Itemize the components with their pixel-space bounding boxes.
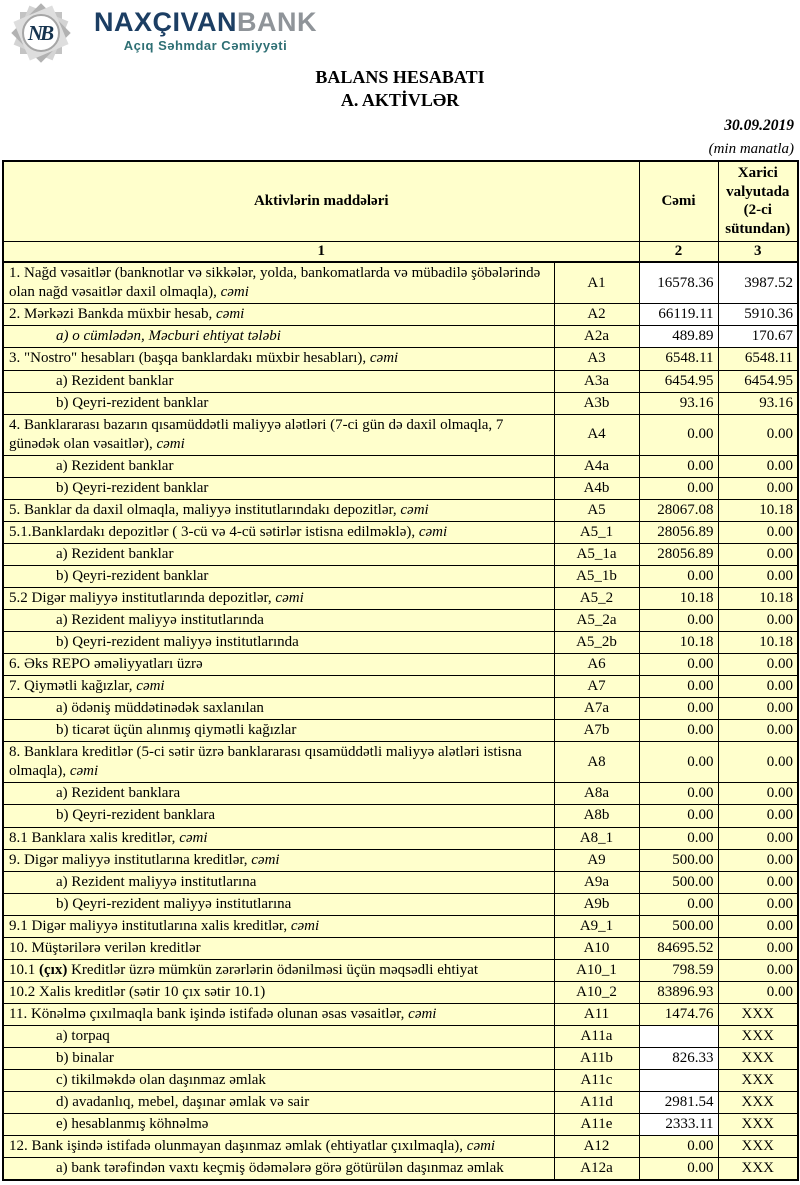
- value-total: 0.00: [639, 720, 718, 742]
- item-code: A8b: [554, 805, 639, 827]
- table-row: [3, 827, 798, 849]
- table-row: [3, 871, 798, 893]
- item-label: 9. Digər maliyyə institutlarına kreditlər, cəmi: [3, 849, 554, 871]
- value-fx: 10.18: [718, 587, 798, 609]
- item-label: b) Qeyri-rezident banklar: [3, 565, 554, 587]
- value-total: 16578.36: [639, 262, 718, 304]
- item-code: A12: [554, 1136, 639, 1158]
- value-total: [639, 1025, 718, 1047]
- item-label: b) Qeyri-rezident banklara: [3, 805, 554, 827]
- value-total: 826.33: [639, 1047, 718, 1069]
- value-total: 66119.11: [639, 304, 718, 326]
- table-row: [3, 610, 798, 632]
- item-label: b) ticarət üçün alınmış qiymətli kağızlar: [3, 720, 554, 742]
- item-label: 12. Bank işində istifadə olunmayan daşınmaz əmlak (ehtiyatlar çıxılmaqla), cəmi: [3, 1136, 554, 1158]
- table-row: [3, 565, 798, 587]
- item-code: A8_1: [554, 827, 639, 849]
- item-label: 4. Banklararası bazarın qısamüddətli maliyyə alətləri (7-ci gün də daxil olmaqla, 7 günədək olan vəsaitlər), cəmi: [3, 414, 554, 455]
- value-total: 0.00: [639, 783, 718, 805]
- value-fx: XXX: [718, 1047, 798, 1069]
- item-code: A7b: [554, 720, 639, 742]
- value-total: 6454.95: [639, 370, 718, 392]
- item-code: A5_1: [554, 521, 639, 543]
- table-row: [3, 849, 798, 871]
- table-row: [3, 893, 798, 915]
- value-total: 0.00: [639, 610, 718, 632]
- item-code: A5_1b: [554, 565, 639, 587]
- item-label: 9.1 Digər maliyyə institutlarına xalis kreditlər, cəmi: [3, 915, 554, 937]
- table-row: [3, 805, 798, 827]
- value-total: 0.00: [639, 827, 718, 849]
- item-code: A9: [554, 849, 639, 871]
- table-row: [3, 654, 798, 676]
- bank-brand-header: [0, 0, 800, 64]
- value-total: 6548.11: [639, 348, 718, 370]
- value-fx: XXX: [718, 1114, 798, 1136]
- value-fx: 0.00: [718, 915, 798, 937]
- item-label: 11. Könəlmə çıxılmaqla bank işində istifadə olunan əsas vəsaitlər, cəmi: [3, 1003, 554, 1025]
- item-code: A7a: [554, 698, 639, 720]
- table-row: [3, 1158, 798, 1181]
- item-label: 5.2 Digər maliyyə institutlarında depozitlər, cəmi: [3, 587, 554, 609]
- item-label: 10.2 Xalis kreditlər (sətir 10 çıx sətir 10.1): [3, 981, 554, 1003]
- value-total: 500.00: [639, 915, 718, 937]
- item-label: 3. "Nostro" hesabları (başqa banklardakı müxbir hesabları), cəmi: [3, 348, 554, 370]
- value-fx: 0.00: [718, 610, 798, 632]
- table-row: [3, 392, 798, 414]
- value-fx: 0.00: [718, 521, 798, 543]
- value-fx: XXX: [718, 1092, 798, 1114]
- report-title-block: [0, 66, 800, 113]
- table-header-row: [3, 161, 798, 242]
- value-total: 1474.76: [639, 1003, 718, 1025]
- col-number-3: 3: [718, 241, 798, 262]
- table-row: [3, 455, 798, 477]
- item-label: b) binalar: [3, 1047, 554, 1069]
- table-row: [3, 370, 798, 392]
- item-code: A10_2: [554, 981, 639, 1003]
- item-code: A9a: [554, 871, 639, 893]
- table-row: [3, 720, 798, 742]
- item-code: A2a: [554, 326, 639, 348]
- col-number-1: 1: [3, 241, 639, 262]
- item-code: A12a: [554, 1158, 639, 1181]
- table-row: [3, 262, 798, 304]
- bank-name-primary: NAXÇIVAN: [94, 7, 238, 37]
- item-code: A4a: [554, 455, 639, 477]
- bank-name-secondary: BANK: [237, 7, 318, 37]
- item-code: A3: [554, 348, 639, 370]
- item-code: A9_1: [554, 915, 639, 937]
- unit-note: (min manatla): [708, 140, 794, 157]
- item-label: b) Qeyri-rezident maliyyə institutlarında: [3, 632, 554, 654]
- table-row: [3, 1070, 798, 1092]
- value-fx: XXX: [718, 1158, 798, 1181]
- value-total: 2333.11: [639, 1114, 718, 1136]
- value-fx: 170.67: [718, 326, 798, 348]
- bank-gear-logo-icon: [10, 3, 72, 63]
- value-fx: 0.00: [718, 698, 798, 720]
- value-total: 28056.89: [639, 521, 718, 543]
- item-code: A5: [554, 499, 639, 521]
- item-label: 1. Nağd vəsaitlər (banknotlar və sikkələr, yolda, bankomatlarda və mübadilə şöbələrində olan nağd vəsaitlər daxil olmaqla), cəmi: [3, 262, 554, 304]
- value-fx: 0.00: [718, 981, 798, 1003]
- item-label: 2. Mərkəzi Bankda müxbir hesab, cəmi: [3, 304, 554, 326]
- item-label: a) Rezident maliyyə institutlarında: [3, 610, 554, 632]
- item-code: A3b: [554, 392, 639, 414]
- report-meta: [0, 117, 800, 158]
- value-fx: 0.00: [718, 477, 798, 499]
- item-code: A6: [554, 654, 639, 676]
- table-row: [3, 521, 798, 543]
- item-label: a) Rezident banklar: [3, 543, 554, 565]
- item-code: A5_2: [554, 587, 639, 609]
- item-code: A8: [554, 742, 639, 783]
- table-row: [3, 959, 798, 981]
- item-label: a) Rezident banklar: [3, 370, 554, 392]
- col-header-items: Aktivlərin maddələri: [3, 161, 639, 242]
- value-fx: XXX: [718, 1003, 798, 1025]
- table-row: [3, 676, 798, 698]
- item-code: A7: [554, 676, 639, 698]
- value-fx: 0.00: [718, 455, 798, 477]
- item-label: b) Qeyri-rezident banklar: [3, 477, 554, 499]
- item-label: d) avadanlıq, mebel, daşınar əmlak və sair: [3, 1092, 554, 1114]
- value-fx: 0.00: [718, 805, 798, 827]
- value-fx: 6548.11: [718, 348, 798, 370]
- value-fx: 0.00: [718, 720, 798, 742]
- table-row: [3, 981, 798, 1003]
- value-fx: 0.00: [718, 849, 798, 871]
- value-total: 0.00: [639, 1158, 718, 1181]
- item-code: A3a: [554, 370, 639, 392]
- item-code: A10: [554, 937, 639, 959]
- item-code: A8a: [554, 783, 639, 805]
- value-fx: XXX: [718, 1070, 798, 1092]
- value-total: 93.16: [639, 392, 718, 414]
- table-row: [3, 1136, 798, 1158]
- item-code: A10_1: [554, 959, 639, 981]
- item-code: A1: [554, 262, 639, 304]
- value-total: 10.18: [639, 587, 718, 609]
- item-label: b) Qeyri-rezident maliyyə institutlarına: [3, 893, 554, 915]
- table-row: [3, 742, 798, 783]
- col-header-fx: Xarici valyutada (2-ci sütundan): [718, 161, 798, 242]
- item-label: a) Rezident banklara: [3, 783, 554, 805]
- value-fx: 0.00: [718, 893, 798, 915]
- value-fx: XXX: [718, 1136, 798, 1158]
- value-fx: 0.00: [718, 676, 798, 698]
- value-fx: 0.00: [718, 742, 798, 783]
- value-fx: 3987.52: [718, 262, 798, 304]
- table-row: [3, 477, 798, 499]
- value-total: 0.00: [639, 1136, 718, 1158]
- assets-table: [2, 160, 799, 1181]
- item-code: A5_2a: [554, 610, 639, 632]
- value-fx: 0.00: [718, 871, 798, 893]
- value-total: 489.89: [639, 326, 718, 348]
- logo-monogram: NB: [27, 20, 52, 45]
- item-label: a) o cümlədən, Məcburi ehtiyat tələbi: [3, 326, 554, 348]
- table-row: [3, 499, 798, 521]
- item-label: a) bank tərəfindən vaxtı keçmiş ödəmələrə görə götürülən daşınmaz əmlak: [3, 1158, 554, 1181]
- table-row: [3, 326, 798, 348]
- value-total: 0.00: [639, 455, 718, 477]
- value-fx: 93.16: [718, 392, 798, 414]
- item-label: 7. Qiymətli kağızlar, cəmi: [3, 676, 554, 698]
- value-fx: 6454.95: [718, 370, 798, 392]
- table-row: [3, 587, 798, 609]
- item-label: e) hesablanmış köhnəlmə: [3, 1114, 554, 1136]
- value-fx: 0.00: [718, 937, 798, 959]
- value-total: 0.00: [639, 477, 718, 499]
- table-row: [3, 698, 798, 720]
- bank-wordmark: [94, 3, 317, 53]
- value-total: 0.00: [639, 676, 718, 698]
- item-code: A4b: [554, 477, 639, 499]
- item-label: 8. Banklara kreditlər (5-ci sətir üzrə banklararası qısamüddətli maliyyə alətləri istisna olmaqla), cəmi: [3, 742, 554, 783]
- bank-subtitle: Açıq Səhmdar Cəmiyyəti: [123, 38, 288, 53]
- value-total: 83896.93: [639, 981, 718, 1003]
- table-row: [3, 304, 798, 326]
- col-header-total: Cəmi: [639, 161, 718, 242]
- column-number-row: [3, 241, 798, 262]
- table-row: [3, 937, 798, 959]
- item-label: 5.1.Banklardakı depozitlər ( 3-cü və 4-cü sətirlər istisna edilməklə), cəmi: [3, 521, 554, 543]
- value-total: 500.00: [639, 849, 718, 871]
- item-label: a) Rezident maliyyə institutlarına: [3, 871, 554, 893]
- item-label: a) torpaq: [3, 1025, 554, 1047]
- item-code: A11b: [554, 1047, 639, 1069]
- value-total: 84695.52: [639, 937, 718, 959]
- value-fx: 0.00: [718, 959, 798, 981]
- item-code: A11a: [554, 1025, 639, 1047]
- report-date: 30.09.2019: [724, 116, 794, 134]
- value-total: 500.00: [639, 871, 718, 893]
- item-label: 8.1 Banklara xalis kreditlər, cəmi: [3, 827, 554, 849]
- item-code: A11c: [554, 1070, 639, 1092]
- item-label: 5. Banklar da daxil olmaqla, maliyyə institutlarındakı depozitlər, cəmi: [3, 499, 554, 521]
- value-total: 2981.54: [639, 1092, 718, 1114]
- item-code: A11: [554, 1003, 639, 1025]
- table-row: [3, 1047, 798, 1069]
- table-row: [3, 1025, 798, 1047]
- item-code: A4: [554, 414, 639, 455]
- value-total: 28067.08: [639, 499, 718, 521]
- table-row: [3, 632, 798, 654]
- value-total: 0.00: [639, 654, 718, 676]
- value-total: 10.18: [639, 632, 718, 654]
- report-section-title: A. AKTİVLƏR: [340, 90, 460, 111]
- value-fx: 10.18: [718, 632, 798, 654]
- item-label: a) ödəniş müddətinədək saxlanılan: [3, 698, 554, 720]
- item-label: 10.1 (çıx) Kreditlər üzrə mümkün zərərlərin ödənilməsi üçün məqsədli ehtiyat: [3, 959, 554, 981]
- value-total: 0.00: [639, 893, 718, 915]
- table-row: [3, 543, 798, 565]
- item-code: A11d: [554, 1092, 639, 1114]
- table-row: [3, 414, 798, 455]
- value-total: 798.59: [639, 959, 718, 981]
- value-total: 0.00: [639, 414, 718, 455]
- table-row: [3, 1003, 798, 1025]
- item-code: A2: [554, 304, 639, 326]
- item-label: 6. Əks REPO əməliyyatları üzrə: [3, 654, 554, 676]
- table-row: [3, 1092, 798, 1114]
- value-total: 28056.89: [639, 543, 718, 565]
- value-total: 0.00: [639, 742, 718, 783]
- table-row: [3, 1114, 798, 1136]
- value-fx: 5910.36: [718, 304, 798, 326]
- value-fx: 0.00: [718, 543, 798, 565]
- value-fx: 0.00: [718, 783, 798, 805]
- item-label: c) tikilməkdə olan daşınmaz əmlak: [3, 1070, 554, 1092]
- report-title: BALANS HESABATI: [315, 67, 485, 87]
- value-total: 0.00: [639, 698, 718, 720]
- item-code: A5_2b: [554, 632, 639, 654]
- value-fx: 0.00: [718, 654, 798, 676]
- table-row: [3, 915, 798, 937]
- item-code: A11e: [554, 1114, 639, 1136]
- item-label: a) Rezident banklar: [3, 455, 554, 477]
- item-label: b) Qeyri-rezident banklar: [3, 392, 554, 414]
- value-fx: 0.00: [718, 565, 798, 587]
- item-label: 10. Müştərilərə verilən kreditlər: [3, 937, 554, 959]
- item-code: A5_1a: [554, 543, 639, 565]
- table-row: [3, 783, 798, 805]
- item-code: A9b: [554, 893, 639, 915]
- value-fx: 0.00: [718, 827, 798, 849]
- value-fx: 0.00: [718, 414, 798, 455]
- value-total: [639, 1070, 718, 1092]
- table-row: [3, 348, 798, 370]
- value-fx: 10.18: [718, 499, 798, 521]
- value-fx: XXX: [718, 1025, 798, 1047]
- value-total: 0.00: [639, 805, 718, 827]
- col-number-2: 2: [639, 241, 718, 262]
- value-total: 0.00: [639, 565, 718, 587]
